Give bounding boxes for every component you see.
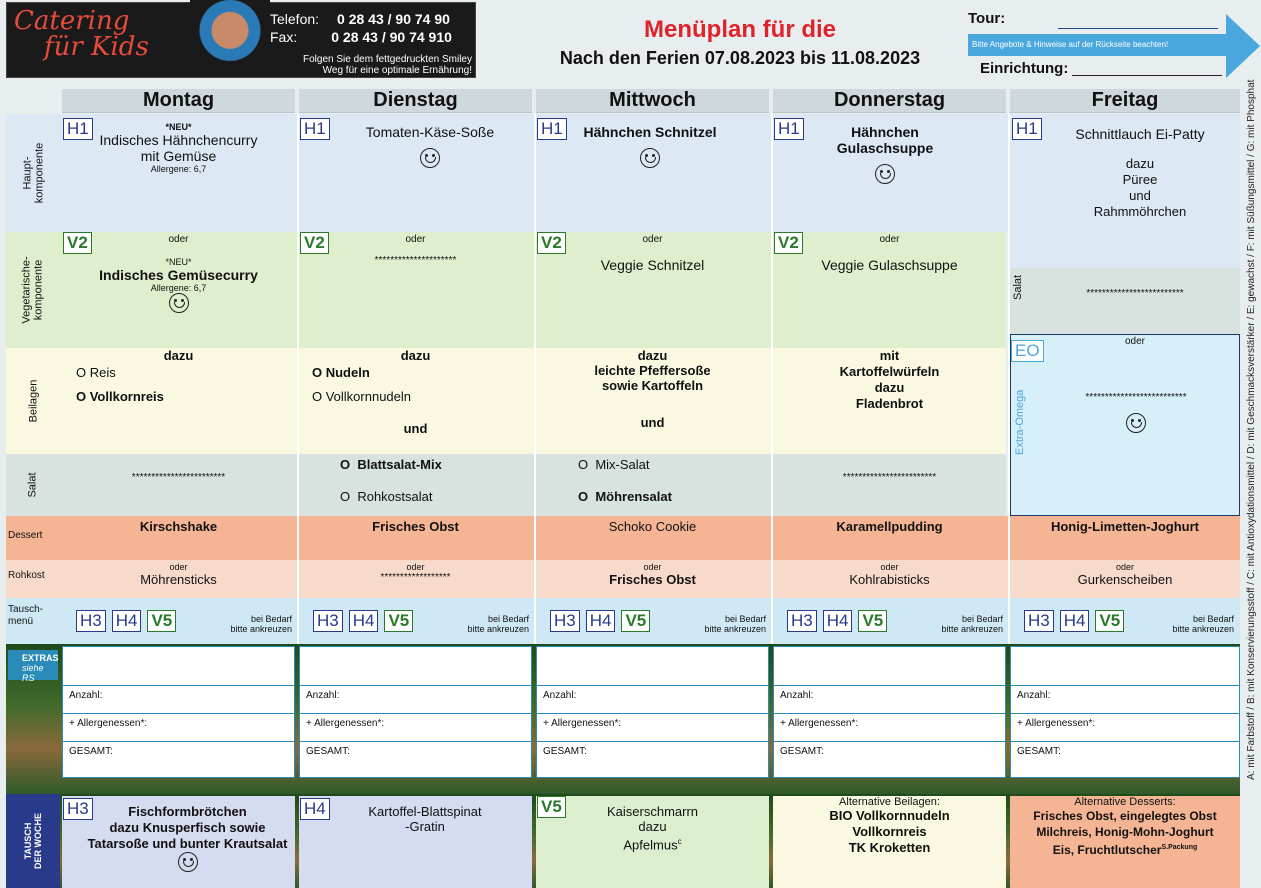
tag-h3[interactable]: H3 [76,610,106,632]
tag-v2: V2 [774,232,803,254]
tag-v5[interactable]: V5 [147,610,176,632]
mon-rohkost: oder Möhrensticks [140,562,217,587]
tue-dazu: dazu [400,348,431,363]
label-tausch: Tausch- menü [8,604,44,627]
wed-veg: oder Veggie Schnitzel [600,234,705,273]
woche-alt-desserts: Alternative Desserts: Frisches Obst, eingelegtes Obst Milchreis, Honig-Mohn-Joghurt Eis, Fruchtlutscher$^{S.Packung}$ [1033,796,1217,857]
day-header-wed: Mittwoch [536,89,769,113]
fri-oder: oder [1124,336,1145,347]
logo: Catering für Kids [14,6,149,62]
notice-arrow: Bitte Angebote & Hinweise auf der Rückseite beachten! [968,34,1226,56]
tag-v2: V2 [537,232,566,254]
tag-h4[interactable]: H4 [586,610,616,632]
logo-photo [190,0,270,76]
label-dessert: Dessert [8,530,43,541]
fri-tausch-note: bei Bedarf bitte ankreuzen [1172,614,1234,634]
tag-h3[interactable]: H3 [787,610,817,632]
thu-veg: oder Veggie Gulaschsuppe [821,234,958,273]
thu-extras[interactable]: Anzahl: + Allergenessen*: GESAMT: [773,646,1006,778]
fri-rohkost: oder Gurkenscheiben [1077,562,1173,587]
fri-eo-label: Extra-Omega [1014,389,1026,455]
page-title: Menüplan für die [644,16,836,43]
thu-tausch-options [787,610,887,632]
smiley-icon [640,148,660,168]
tue-salat-2[interactable]: O Rohkostsalat [340,489,433,504]
einrichtung-label: Einrichtung: [980,60,1069,77]
smiley-icon [875,164,895,184]
tue-veg: oder ********************* [374,234,457,266]
mon-haupt: *NEU* Indisches Hähnchencurry mit Gemüse Allergene: 6,7 [99,122,258,174]
smiley-icon [1126,413,1146,433]
fri-haupt-ext [1010,232,1240,268]
tag-h3[interactable]: H3 [1024,610,1054,632]
day-header-mon: Montag [62,89,295,113]
tag-v5[interactable]: V5 [384,610,413,632]
mon-salat: ************************ [131,472,226,483]
tue-extras[interactable]: Anzahl: + Allergenessen*: GESAMT: [299,646,532,778]
mon-tausch-note: bei Bedarf bitte ankreuzen [230,614,292,634]
wed-tausch-note: bei Bedarf bitte ankreuzen [704,614,766,634]
allergen-legend: A: mit Farbstoff / B: mit Konservierungsstoff / C: mit Antioxydationsmittel / D: mit Geschmacksverstärker / E: gewachst / F: mit Süßungsmittel / G: mit Phosphat [1246,79,1257,780]
tag-h4[interactable]: H4 [823,610,853,632]
wed-rohkost: oder Frisches Obst [609,562,696,587]
tue-tausch-note: bei Bedarf bitte ankreuzen [467,614,529,634]
wed-tausch-options [550,610,650,632]
wed-dessert: Schoko Cookie [608,519,697,534]
woche-h3: Fischformbrötchen dazu Knusperfisch sowie Tatarsoße und bunter Krautsalat [80,804,295,872]
tue-haupt: Tomaten-Käse-Soße [330,124,530,168]
page-subtitle: Nach den Ferien 07.08.2023 bis 11.08.2023 [559,48,921,68]
tue-salat-1[interactable]: O Blattsalat-Mix [340,457,442,472]
thu-rohkost: oder Kohlrabisticks [849,562,930,587]
wed-haupt: Hähnchen Schnitzel [570,124,730,168]
fri-eo: ************************** [1036,392,1236,433]
tag-h4: H4 [300,798,330,820]
tag-h4[interactable]: H4 [1060,610,1090,632]
fri-extras[interactable]: Anzahl: + Allergenessen*: GESAMT: [1010,646,1240,778]
tag-h1: H1 [1012,118,1042,140]
tag-h1: H1 [537,118,567,140]
tausch-woche-label: TAUSCH DER WOCHE [6,794,60,888]
mon-beilage-1[interactable]: O Reis [76,365,116,380]
fri-salat: ************************* [1086,288,1184,299]
tag-h3[interactable]: H3 [313,610,343,632]
woche-v5: Kaiserschmarrn dazu Apfelmus$^c$ [606,804,699,853]
fri-tausch-options [1024,610,1124,632]
label-haupt: Haupt- komponente [21,142,46,204]
mon-veg: oder *NEU* Indisches Gemüsecurry Allergene: 6,7 [62,234,295,313]
day-header-tue: Dienstag [299,89,532,113]
label-rohkost: Rohkost [8,570,45,581]
thu-beilagen: mit Kartoffelwürfeln dazu Fladenbrot [839,348,940,411]
tag-v2: V2 [63,232,92,254]
wed-und: und [640,415,665,430]
label-veg: Vegetarische- komponente [21,256,46,324]
tag-h4[interactable]: H4 [112,610,142,632]
smiley-icon [178,852,198,872]
tue-beilage-1[interactable]: O Nudeln [312,365,370,380]
fri-haupt: Schnittlauch Ei-Patty dazu Püree und Rahmmöhrchen [1075,126,1205,219]
thu-tausch-note: bei Bedarf bitte ankreuzen [941,614,1003,634]
fri-salat-label: Salat [1012,274,1024,300]
tour-label: Tour: [968,10,1006,27]
tue-beilage-2[interactable]: O Vollkornnudeln [312,389,412,404]
extras-badge: EXTRAS siehe RS [8,650,58,680]
tag-h1: H1 [774,118,804,140]
mon-tausch-options [76,610,176,632]
woche-h4: Kartoffel-Blattspinat -Gratin [368,804,482,834]
mon-dessert: Kirschshake [139,519,218,534]
wed-salat-1[interactable]: O Mix-Salat [578,457,650,472]
tag-h3: H3 [63,798,93,820]
fri-salat-bg [1010,268,1240,334]
label-beilagen: Beilagen [26,379,39,423]
arrow-head-icon [1226,14,1260,78]
tag-v5: V5 [537,796,566,818]
tue-und: und [403,421,428,436]
thu-salat: ************************ [842,472,937,483]
einrichtung-field[interactable] [1072,75,1222,76]
tag-v2: V2 [300,232,329,254]
tag-h1: H1 [63,118,93,140]
tag-h1: H1 [300,118,330,140]
smiley-icon [169,293,189,313]
wed-salat-2[interactable]: O Möhrensalat [578,489,672,504]
day-header-fri: Freitag [1010,89,1240,113]
day-header-thu: Donnerstag [773,89,1006,113]
fri-dessert: Honig-Limetten-Joghurt [1050,519,1200,534]
thu-dessert: Karamellpudding [836,519,943,534]
mon-extras[interactable]: Anzahl: + Allergenessen*: GESAMT: [62,646,295,778]
mon-dazu: dazu [163,348,194,363]
row-salat-bg [6,454,1006,516]
tag-v5[interactable]: V5 [1095,610,1124,632]
tag-v5[interactable]: V5 [621,610,650,632]
tue-dessert: Frisches Obst [372,519,459,534]
tag-eo: EO [1011,340,1044,362]
tag-h3[interactable]: H3 [550,610,580,632]
contact-info: Telefon: 0 28 43 / 90 74 90 Fax: 0 28 43 / 90 74 910 [270,11,452,45]
label-salat: Salat [26,472,39,498]
tue-rohkost: oder ****************** [380,562,451,583]
tue-tausch-options [313,610,413,632]
tag-v5[interactable]: V5 [858,610,887,632]
mon-beilage-2[interactable]: O Vollkornreis [76,389,164,404]
wed-beilagen: dazu leichte Pfeffersoße sowie Kartoffeln [594,348,711,393]
slogan: Folgen Sie dem fettgedruckten Smiley Weg für eine optimale Ernährung! [303,54,472,76]
woche-alt-beilagen: Alternative Beilagen: BIO Vollkornnudeln Vollkornreis TK Kroketten [829,796,950,855]
smiley-icon [420,148,440,168]
tag-h4[interactable]: H4 [349,610,379,632]
wed-extras[interactable]: Anzahl: + Allergenessen*: GESAMT: [536,646,769,778]
thu-haupt: Hähnchen Gulaschsuppe [800,124,970,184]
tour-field[interactable] [1058,28,1218,29]
